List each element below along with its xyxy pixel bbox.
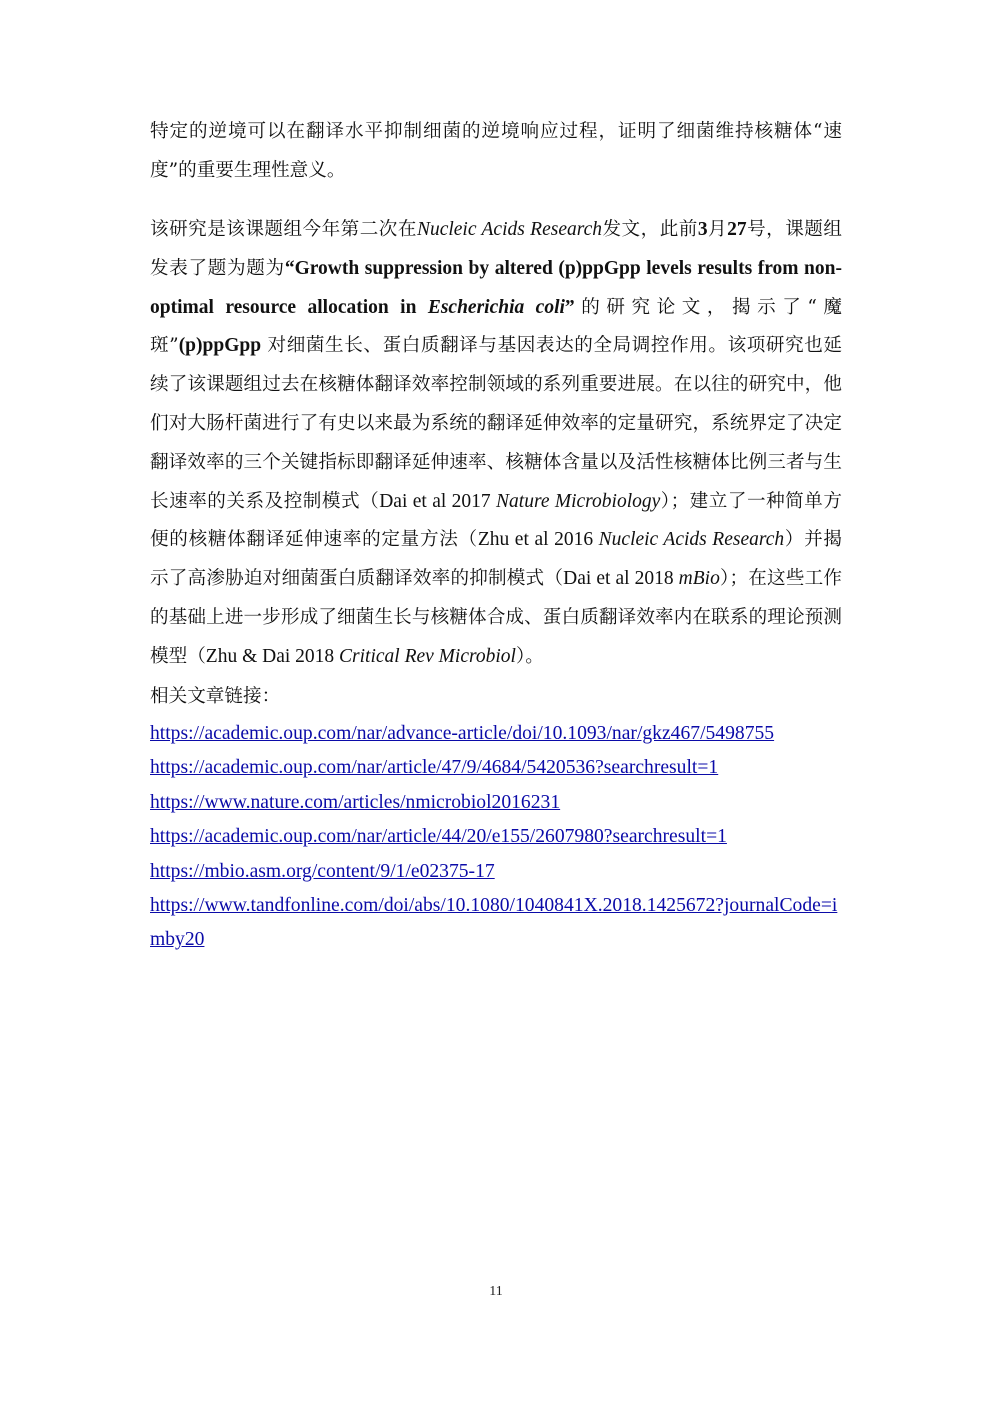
text-segment: 该研究是该课题组今年第二次在 xyxy=(150,219,417,240)
text-segment: ）；在这些工作的基础上进一步形成了细菌生长与核糖体合成、蛋白质翻译效率内在联系的理论预测模型（ xyxy=(150,568,842,667)
text-segment: 发文，此前 xyxy=(602,219,698,240)
page-number: 11 xyxy=(489,1284,503,1299)
link-list xyxy=(150,717,850,958)
article-link[interactable]: https://academic.oup.com/nar/advance-article/doi/10.1093/nar/gkz467/5498755 xyxy=(150,723,775,744)
paper-title-text: “Growth suppression by altered (p)ppGpp levels results from non-optimal resource allocation in xyxy=(150,257,842,318)
citation-authors: Zhu & Dai 2018 xyxy=(205,645,340,667)
citation-authors: Dai et al 2017 xyxy=(379,490,497,512)
article-link[interactable]: https://mbio.asm.org/content/9/1/e02375-17 xyxy=(150,860,495,882)
article-link[interactable]: https://academic.oup.com/nar/article/44/20/e155/2607980?searchresult=1 xyxy=(150,826,727,848)
citation-journal: Critical Rev Microbiol xyxy=(339,645,516,667)
text-segment: 的研究论文，揭示了“魔斑” xyxy=(150,296,842,357)
text-segment: 号，课题组发表了题为题为 xyxy=(150,219,842,279)
article-link[interactable]: https://www.tandfonline.com/doi/abs/10.1080/1040841X.2018.1425672?journalCode=imby20 xyxy=(150,895,838,951)
article-link[interactable]: https://www.nature.com/articles/nmicrobiol2016231 xyxy=(150,791,561,813)
citation-authors: Dai et al 2018 xyxy=(563,568,679,590)
citation-journal: Nucleic Acids Research xyxy=(598,529,785,551)
article-link[interactable]: https://academic.oup.com/nar/article/47/9/4684/5420536?searchresult=1 xyxy=(150,757,719,779)
citation-journal: mBio xyxy=(678,568,720,590)
text-segment: ）；建立了一种简单方便的核糖体翻译延伸速率的定量方法（ xyxy=(150,490,842,551)
citation-journal: Nature Microbiology xyxy=(496,490,661,512)
date-number: 3 xyxy=(697,219,708,240)
text-segment: ）。 xyxy=(515,645,544,667)
text-segment: ）并揭示了高渗胁迫对细菌蛋白质翻译效率的抑制模式（ xyxy=(150,529,843,590)
molecule-name: (p)ppGpp xyxy=(178,335,262,357)
text-segment: 月 xyxy=(707,219,728,240)
citation-authors: Zhu et al 2016 xyxy=(477,529,599,551)
paper-title-close: ” xyxy=(564,296,575,318)
paragraph-intro: 特定的逆境可以在翻译水平抑制细菌的逆境响应过程，证明了细菌维持核糖体“速度”的重要生理性意义。 xyxy=(150,121,842,181)
paragraph-research xyxy=(150,211,842,677)
text-segment: 对细菌生长、蛋白质翻译与基因表达的全局调控作用。该项研究也延续了该课题组过去在核糖体翻译效率控制领域的系列重要进展。在以往的研究中，他们对大肠杆菌进行了有史以来最为系统的翻译延伸效率的定量研究，系统界定了决定翻译效率的三个关键指标即翻译延伸速率、核糖体含量以及活性核糖体比例三者与生长速率的关系及控制模式（ xyxy=(150,335,842,512)
links-label: 相关文章链接： xyxy=(150,686,281,707)
species-name: Escherichia coli xyxy=(427,296,565,318)
journal-name: Nucleic Acids Research xyxy=(416,219,603,240)
date-number: 27 xyxy=(727,219,747,240)
